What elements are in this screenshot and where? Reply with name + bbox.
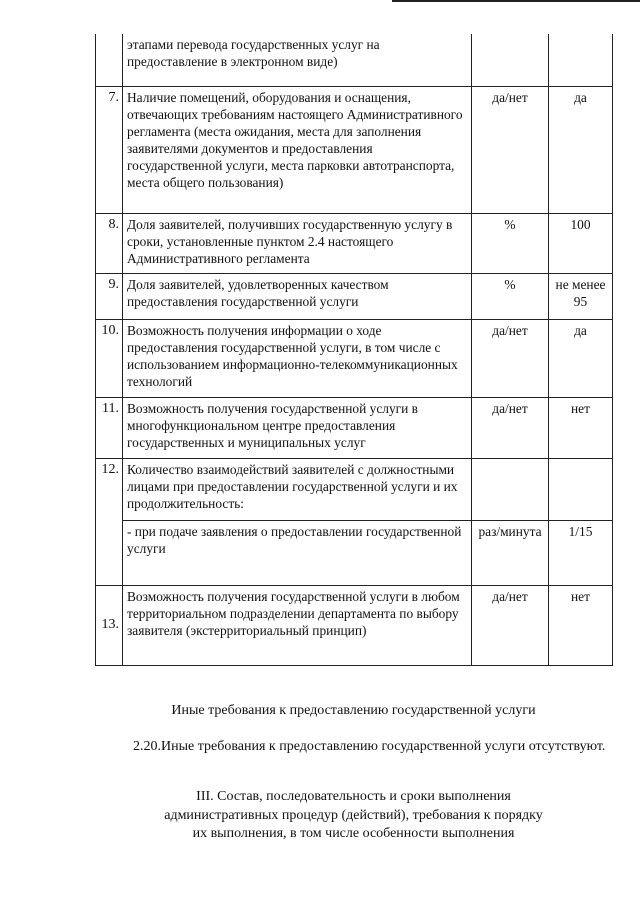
row-unit: % <box>472 213 549 273</box>
row-name: Доля заявителей, удовлетворенных качеством предоставления государственной услуги <box>123 273 472 319</box>
row-number: 8. <box>96 213 123 273</box>
subrow-name: - при подаче заявления о предоставлении государственной услуги <box>123 520 472 585</box>
table-row <box>96 273 613 319</box>
row-unit <box>472 34 549 86</box>
row-number: 12. <box>96 458 123 585</box>
row-value: не менее 95 <box>549 273 613 319</box>
other-requirements-paragraph: 2.20.Иные требования к предоставлению государственной услуги отсутствуют. <box>133 739 606 754</box>
table-row <box>96 585 613 665</box>
quality-indicators-table <box>95 34 613 666</box>
row-name: Возможность получения государственной услуги в любом территориальном подразделении департамента по выбору заявителя (экстерриториальный принцип) <box>123 585 472 665</box>
row-value: нет <box>549 585 613 665</box>
subrow-value: 1/15 <box>549 520 613 585</box>
row-number: 9. <box>96 273 123 319</box>
row-unit: да/нет <box>472 585 549 665</box>
row-name: Возможность получения государственной услуги в многофункциональном центре предоставления государственных и муниципальных услуг <box>123 397 472 458</box>
row-name: Наличие помещений, оборудования и оснащения, отвечающих требованиям настоящего Административного регламента (места ожидания, места для заполнения заявителями документов и предоставления государственной услуги, места парковки автотранспорта, места общего пользования) <box>123 86 472 213</box>
row-name: Количество взаимодействий заявителей с должностными лицами при предоставлении государственной услуги и их продолжительность: <box>123 458 472 520</box>
row-value <box>549 458 613 520</box>
row-number: 10. <box>96 319 123 397</box>
chapter-3-line-3: их выполнения, в том числе особенности выполнения <box>192 826 515 841</box>
table-row <box>96 458 613 520</box>
row-value: да <box>549 319 613 397</box>
row-value: да <box>549 86 613 213</box>
row-number <box>96 34 123 86</box>
row-unit: да/нет <box>472 86 549 213</box>
row-number: 11. <box>96 397 123 458</box>
table-row <box>96 213 613 273</box>
row-name: этапами перевода государственных услуг на предоставление в электронном виде) <box>123 34 472 86</box>
other-requirements-heading: Иные требования к предоставлению государственной услуги <box>171 703 536 718</box>
row-number: 7. <box>96 86 123 213</box>
top-rule <box>392 0 640 2</box>
chapter-3-line-2: административных процедур (действий), требования к порядку <box>164 807 543 823</box>
row-unit <box>472 458 549 520</box>
row-value: нет <box>549 397 613 458</box>
row-unit: да/нет <box>472 319 549 397</box>
table-row <box>96 86 613 213</box>
table-row <box>96 34 613 86</box>
table-subrow <box>96 520 613 585</box>
row-value <box>549 34 613 86</box>
chapter-3-heading <box>95 788 612 844</box>
row-name: Доля заявителей, получивших государственную услугу в сроки, установленные пунктом 2.4 настоящего Административного регламента <box>123 213 472 273</box>
row-unit: да/нет <box>472 397 549 458</box>
row-unit: % <box>472 273 549 319</box>
subrow-unit: раз/минута <box>472 520 549 585</box>
chapter-3-line-1: III. Состав, последовательность и сроки выполнения <box>196 789 511 804</box>
row-value: 100 <box>549 213 613 273</box>
row-name: Возможность получения информации о ходе предоставления государственной услуги, в том числе с использованием информационно-телекоммуникационных технологий <box>123 319 472 397</box>
table-row <box>96 319 613 397</box>
table-row <box>96 397 613 458</box>
row-number: 13. <box>96 585 123 665</box>
